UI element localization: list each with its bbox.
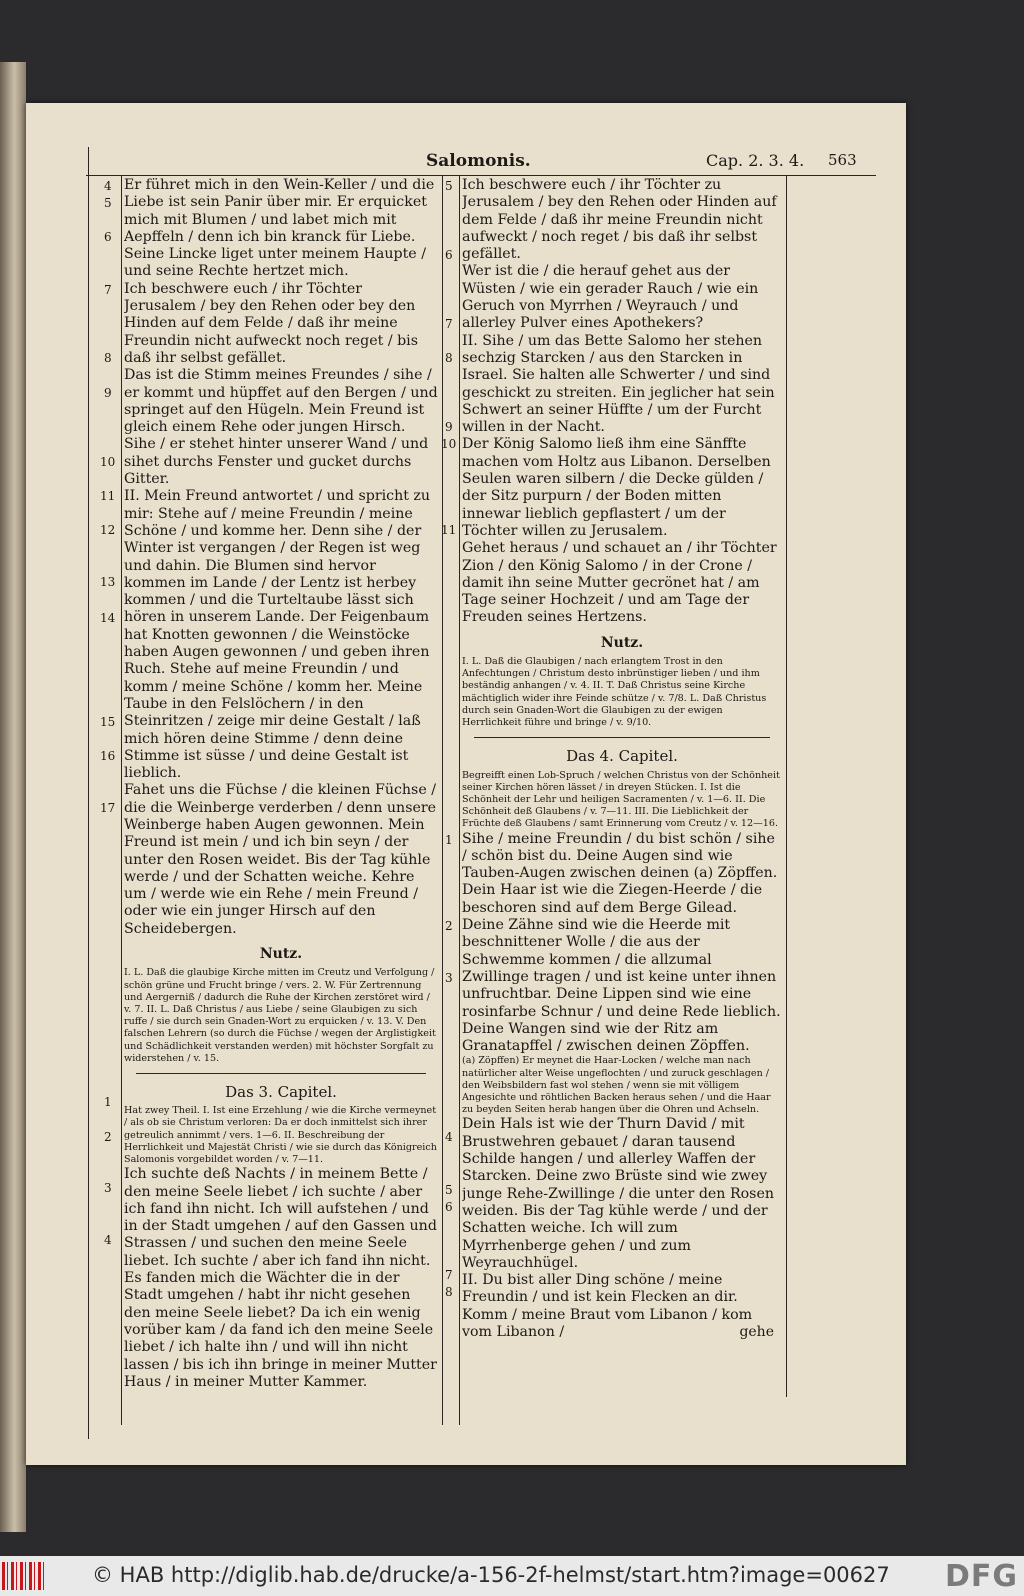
column-divider bbox=[442, 175, 443, 1425]
verse-rule-left bbox=[121, 175, 122, 1425]
verse-number: 3 bbox=[445, 971, 453, 985]
footnote: (a) Zöpffen) Er meynet die Haar-Locken / welche man nach natürlicher alter Weise ungeflochten / und zuruck geschlagen / den Weibsbildern fast wol stehen / wenn sie mit völligem Angesichte und röhtlichen Backen heraus sehen / und die Haar zu beyden Seiten herab hangen über die Ohren und Achseln. bbox=[462, 1055, 771, 1116]
verse-number: 12 bbox=[100, 523, 116, 537]
verse-paragraph: Ich beschwere euch / ihr Töchter zu Jerusalem / bey den Rehen oder Hinden auf dem Felde / daß ihr meine Freundin nicht aufweckt / noch reget / bis daß ihr selbst gefället. bbox=[462, 177, 777, 263]
verse-number: 8 bbox=[445, 1285, 453, 1299]
outer-rule-left bbox=[88, 147, 89, 1439]
verse-number: 6 bbox=[445, 248, 453, 262]
verse-number: 2 bbox=[445, 919, 453, 933]
verse-number: 16 bbox=[100, 749, 116, 763]
viewer-footer bbox=[0, 1556, 1024, 1596]
verse-number: 7 bbox=[445, 317, 453, 331]
verse-number: 2 bbox=[104, 1130, 112, 1144]
verse-number: 15 bbox=[100, 715, 116, 729]
header-rule bbox=[86, 175, 876, 176]
verse-paragraph: Wer ist die / die herauf gehet aus der Wüsten / wie ein gerader Rauch / wie ein Geruch von Myrrhen / Weyrauch / und allerley Pulver eines Apothekers? bbox=[462, 263, 759, 332]
verse-paragraph: Ich beschwere euch / ihr Töchter Jerusalem / bey den Rehen oder bey den Hinden auf dem Felde / daß ihr meine Freundin nicht aufweckt noch reget / bis daß ihr selbst gefället. bbox=[124, 280, 419, 366]
verse-number: 7 bbox=[445, 1268, 453, 1282]
verse-paragraph: Gehet heraus / und schauet an / ihr Töchter Zion / den König Salomo / in der Crone / damit ihn seine Mutter gecrönet hat / am Tage seiner Hochzeit / und am Tage der Freuden seines Hertzens. bbox=[462, 540, 777, 626]
source-link[interactable]: © HAB http://diglib.hab.de/drucke/a-156-2f-helmst/start.htm?image=00627 bbox=[92, 1563, 890, 1587]
verse-number: 9 bbox=[104, 386, 112, 400]
verse-number: 7 bbox=[104, 283, 112, 297]
verse-number: 8 bbox=[104, 351, 112, 365]
verse-number: 13 bbox=[100, 575, 116, 589]
verse-number: 1 bbox=[445, 833, 453, 847]
chapter-heading: Das 3. Capitel. bbox=[225, 1082, 337, 1101]
verse-rule-right bbox=[459, 175, 460, 1425]
verse-paragraph: II. Sihe / um das Bette Salomo her stehen sechzig Starcken / aus den Starcken in Israel. Sie halten alle Schwerter / und sind geschickt zu streiten. Ein jeglicher hat sein Schwert an seiner Hüffte / um der Furcht willen in der Nacht. bbox=[462, 332, 775, 436]
verse-number: 11 bbox=[100, 489, 116, 503]
chapter-text: Sihe / meine Freundin / du bist schön / sihe / schön bist du. Deine Augen sind wie Tauben-Augen zwischen deinen (a) Zöpffen. Dein Haar ist wie die Ziegen-Heerde / die beschoren sind auf dem Berge Gilead. Deine Zähne sind wie die Heerde mit beschnittener Wolle / die aus der Schwemme kommen / die allzumal Zwillinge tragen / und ist keine unter ihnen unfruchtbar. Deine Lippen sind wie eine rosinfarbe Schnur / und deine Rede lieblich. Deine Wangen sind wie der Ritz am Granatapffel / zwischen deinen Zöpffen. bbox=[462, 830, 781, 1055]
verse-paragraph: Der König Salomo ließ ihm eine Sänffte machen vom Holtz aus Libanon. Derselben Seulen waren silbern / die Decke gülden / der Sitz purpurn / der Boden mitten innewar lieblich gepflastert / um der Töchter willen zu Jerusalem. bbox=[462, 436, 771, 539]
dfg-logo: DFG bbox=[944, 1559, 1018, 1594]
verse-number: 5 bbox=[445, 179, 453, 193]
section-rule bbox=[136, 1073, 426, 1074]
verse-number: 17 bbox=[100, 801, 116, 815]
verse-number: 8 bbox=[445, 351, 453, 365]
chapter-text: II. Du bist aller Ding schöne / meine Freundin / und ist kein Flecken an dir. Komm / meine Braut vom Libanon / kom vom Libanon / bbox=[462, 1272, 753, 1340]
verse-number: 5 bbox=[445, 1183, 453, 1197]
verse-number: 10 bbox=[100, 455, 116, 469]
nutz-text: I. L. Daß die Glaubigen / nach erlangtem Trost in den Anfechtungen / Christum desto inbrünstiger lieben / und ihm beständig anhangen / v. 4. II. T. Daß Christus seine Kirche mächtiglich wider ihre Feinde schütze / v. 7/8. L. Daß Christus durch sein Gnaden-Wort die Glaubigen zu der ewigen Herrlichkeit führe und bringe / v. 9/10. bbox=[462, 656, 767, 729]
verse-number: 3 bbox=[104, 1181, 112, 1195]
nutz-heading: Nutz. bbox=[600, 634, 644, 651]
book-edge bbox=[0, 62, 26, 1532]
verse-paragraph: Fahet uns die Füchse / die kleinen Füchse / die die Weinberge verderben / denn unsere Weinberge haben Augen gewonnen. Mein Freund ist mein / und ich bin seyn / der unter den Rosen weidet. Bis der Tag kühle werde / und der Schatten weiche. Kehre um / werde wie ein Rehe / mein Freund / oder wie ein junger Hirsch auf den Scheidebergen. bbox=[124, 782, 437, 937]
chapter-text: Dein Hals ist wie der Thurn David / mit Brustwehren gebauet / daran tausend Schilde hangen / und allerley Waffen der Starcken. Deine zwo Brüste sind wie zwey junge Rehe-Zwillinge / die unter den Rosen weiden. Bis der Tag kühle werde / und der Schatten weiche. Ich will zum Myrrhenberge gehen / und zum Weyrauchhügel. bbox=[462, 1116, 774, 1271]
verse-number: 5 bbox=[104, 196, 112, 210]
verse-number: 4 bbox=[445, 1130, 453, 1144]
right-column bbox=[462, 177, 782, 1421]
verse-number: 1 bbox=[104, 1095, 112, 1109]
verse-paragraph: Er führet mich in den Wein-Keller / und die Liebe ist sein Panir über mir. Er erquicket mich mit Blumen / und labet mich mit Aepffeln / denn ich bin kranck für Liebe. Seine Lincke liget unter meinem Haupte / und seine Rechte hertzet mich. bbox=[124, 177, 435, 280]
verse-number: 9 bbox=[445, 420, 453, 434]
verse-number: 4 bbox=[104, 1233, 112, 1247]
chapter-heading: Das 4. Capitel. bbox=[566, 747, 678, 766]
verse-number: 10 bbox=[441, 437, 457, 451]
chapter-reference: Cap. 2. 3. 4. bbox=[706, 151, 805, 170]
left-column bbox=[124, 177, 438, 1421]
page-number: 563 bbox=[828, 151, 857, 169]
outer-rule-right bbox=[786, 175, 787, 1397]
barcode-icon bbox=[2, 1562, 44, 1590]
chapter-summary: Hat zwey Theil. I. Ist eine Erzehlung / wie die Kirche vermeynet / als ob sie Christum verloren: Da er doch inmittelst sich ihrer getreulich annimmt / vers. 1—6. II. Beschreibung der Herrlichkeit und Majestät Christi / wie sie durch das Königreich Salomonis vorgebildet worden / v. 7—11. bbox=[124, 1105, 437, 1166]
verse-number: 6 bbox=[104, 230, 112, 244]
catchword: gehe bbox=[739, 1324, 774, 1340]
verse-number: 14 bbox=[100, 611, 116, 625]
book-page bbox=[26, 103, 906, 1465]
chapter-text: Ich suchte deß Nachts / in meinem Bette / den meine Seele liebet / ich suchte / aber ich fand ihn nicht. Ich will aufstehen / und in der Stadt umgehen / auf den Gassen und Strassen / und suchen den meine Seele liebet. Ich suchte / aber ich fand ihn nicht. Es fanden mich die Wächter die in der Stadt umgehen / habt ihr nicht gesehen den meine Seele liebet? Da ich ein wenig vorüber kam / da fand ich den meine Seele liebet / ich halte ihn / und will ihn nicht lassen / bis ich ihn bringe in meiner Mutter Haus / in meiner Mutter Kammer. bbox=[124, 1166, 437, 1390]
verse-number: 6 bbox=[445, 1200, 453, 1214]
running-head bbox=[86, 147, 876, 175]
chapter-summary: Begreifft einen Lob-Spruch / welchen Christus von der Schönheit seiner Kirchen hören lässet / in dreyen Stücken. I. Ist die Schönheit der Lehr und heiligen Sacramenten / v. 1—6. II. Die Schönheit deß Glaubens / v. 7—11. III. Die Lieblichkeit der Früchte deß Glaubens / samt Erinnerung vom Creutz / v. 12—16. bbox=[462, 769, 780, 830]
verse-number: 4 bbox=[104, 179, 112, 193]
nutz-heading: Nutz. bbox=[259, 946, 303, 963]
nutz-text: I. L. Daß die glaubige Kirche mitten im Creutz und Verfolgung / schön grüne und Frucht bringe / vers. 2. W. Für Zertrennung und Aergerniß / dadurch die Ruhe der Kirchen zerstöret wird / v. 7. II. L. Daß Christus / aus Liebe / seine Glaubigen zu sich ruffe / sie durch sein Gnaden-Wort zu erquicken / v. 13. V. Den falschen Lehrern (so durch die Füchse / wegen der Arglistigkeit und Schädlichkeit verstanden werden) mit höchster Sorgfalt zu widerstehen / v. 15. bbox=[124, 967, 436, 1064]
verse-paragraph: II. Mein Freund antwortet / und spricht zu mir: Stehe auf / meine Freundin / meine Schöne / und komme her. Denn sihe / der Winter ist vergangen / der Regen ist weg und dahin. Die Blumen sind hervor kommen im Lande / der Lentz ist herbey kommen / und die Turteltaube lässt sich hören in unserem Lande. Der Feigenbaum hat Knotten gewonnen / die Weinstöcke haben Augen gewonnen / und geben ihren Ruch. Stehe auf meine Freundin / und komm / meine Schöne / komm her. Meine Taube in den Felslöchern / in den Steinritzen / zeige mir deine Gestalt / laß mich hören deine Stimme / denn deine Stimme ist süsse / und deine Gestalt ist lieblich. bbox=[124, 488, 431, 782]
verse-paragraph: Das ist die Stimm meines Freundes / sihe / er kommt und hüpffet auf den Bergen / und springet auf den Hügeln. Mein Freund ist gleich einem Rehe oder jungen Hirsch. Sihe / er stehet hinter unserer Wand / und sihet durchs Fenster und gucket durchs Gitter. bbox=[124, 367, 438, 488]
verse-number: 11 bbox=[441, 523, 457, 537]
section-rule bbox=[474, 737, 770, 738]
running-title: Salomonis. bbox=[426, 151, 531, 171]
